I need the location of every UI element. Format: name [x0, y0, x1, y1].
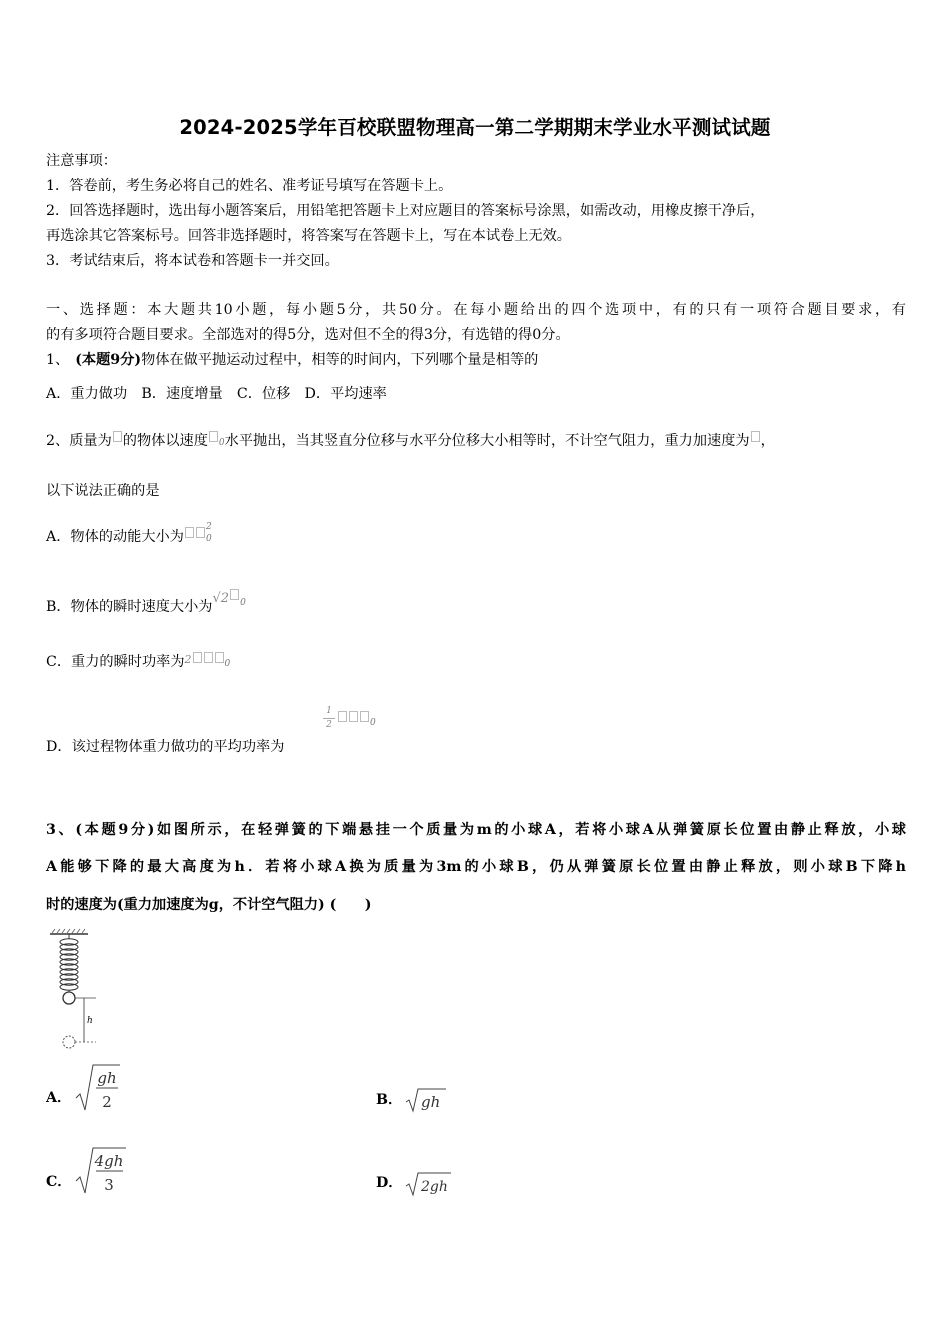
formula-placeholder — [349, 711, 358, 722]
q3-option-b-formula — [404, 1086, 450, 1114]
formula-placeholder — [360, 711, 369, 722]
question-2-option-a — [46, 522, 214, 547]
question-2-stem-part: 2、质量为 — [46, 433, 112, 449]
velocity-symbol-placeholder — [209, 431, 218, 442]
fraction-denominator: 3 — [104, 1176, 114, 1194]
question-1-number: 1、 — [46, 352, 70, 368]
question-1-stem — [46, 350, 538, 370]
notice-item-3: 3．考试结束后，将本试卷和答题卡一并交回。 — [46, 253, 339, 269]
fraction-denominator: 2 — [326, 720, 332, 730]
option-b-text: B．物体的瞬时速度大小为 — [46, 599, 213, 615]
question-1-text: 物体在做平抛运动过程中，相等的时间内，下列哪个量是相等的 — [141, 352, 539, 368]
question-2-stem-part: 的物体以速度 — [122, 433, 208, 449]
subscript-zero: 0 — [224, 659, 231, 669]
notice-item-1: 1．答卷前，考生务必将自己的姓名、准考证号填写在答题卡上。 — [46, 178, 453, 194]
question-1-options: A．重力做功 B．速度增量 C．位移 D．平均速率 — [46, 386, 387, 402]
section-1-intro-line2: 的有多项符合题目要求。全部选对的得5分，选对但不全的得3分，有选错的得0分。 — [46, 327, 570, 343]
fraction-bar — [323, 718, 335, 719]
q3-option-c-formula — [74, 1145, 130, 1197]
q3-option-d-formula — [404, 1170, 454, 1198]
q3-option-a-formula — [74, 1062, 124, 1114]
formula-placeholder — [215, 652, 224, 663]
question-2-option-d: D．该过程物体重力做功的平均功率为 — [46, 739, 285, 755]
page-title: 2024-2025学年百校联盟物理高一第二学期期末学业水平测试试题 — [179, 116, 771, 139]
fraction-numerator: 4gh — [94, 1152, 124, 1170]
formula-placeholder — [204, 652, 213, 663]
question-2-option-b — [46, 589, 246, 617]
question-1-tag: (本题9分) — [75, 352, 142, 368]
q3-option-a-label: A． — [46, 1090, 72, 1106]
half-fraction — [323, 706, 335, 731]
question-2-stem — [46, 431, 775, 453]
option-a-text: A．物体的动能大小为 — [46, 529, 184, 545]
option-c-text: C．重力的瞬时功率为 — [46, 654, 185, 670]
question-2-stem-part: 水平抛出，当其竖直分位移与水平分位移大小相等时，不计空气阻力，重力加速度为 — [224, 433, 750, 449]
fraction-denominator: 2 — [102, 1093, 112, 1111]
gravity-symbol-placeholder — [751, 431, 760, 442]
notice-item-2: 2．回答选择题时，选出每小题答案后，用铅笔把答题卡上对应题目的答案标号涂黑，如需改动，用橡皮擦干净后， — [46, 203, 765, 219]
question-3-line1: 3、(本题9分)如图所示，在轻弹簧的下端悬挂一个质量为m的小球A，若将小球A从弹簧原长位置由静止释放，小球 — [46, 822, 906, 838]
q3-option-c-label: C． — [46, 1174, 72, 1190]
q3-option-d-label: D． — [376, 1175, 403, 1191]
fraction-numerator: gh — [97, 1069, 117, 1087]
sqrt-argument: 2gh — [421, 1179, 448, 1195]
sqrt-two: √2 — [212, 591, 230, 606]
formula-placeholder — [185, 527, 194, 538]
formula-placeholder — [338, 711, 347, 722]
height-label: h — [87, 1016, 93, 1026]
sqrt-argument: gh — [421, 1093, 441, 1111]
question-2-stem-line2: 以下说法正确的是 — [46, 483, 160, 499]
subscript-zero: 0 — [240, 598, 246, 608]
mass-symbol-placeholder — [113, 431, 122, 442]
formula-placeholder — [196, 527, 205, 538]
question-3-line2: A能够下降的最大高度为h．若将小球A换为质量为3m的小球B，仍从弹簧原长位置由静止释放，则小球B下降h — [46, 859, 906, 875]
formula-placeholder — [193, 652, 202, 663]
subscript-zero: 0 — [205, 534, 212, 544]
subscript-zero: 0 — [370, 718, 376, 728]
question-2-stem-part: ， — [760, 433, 775, 449]
superscript-two: 2 — [205, 522, 212, 532]
formula-placeholder — [230, 589, 239, 600]
formula-d-symbols — [337, 710, 376, 729]
notice-heading: 注意事项： — [46, 153, 117, 169]
question-3-line3: 时的速度为(重力加速度为g，不计空气阻力) ( ) — [46, 897, 372, 913]
sup-sub-stack — [205, 522, 214, 544]
q3-option-b-label: B． — [376, 1092, 403, 1108]
coefficient-two: 2 — [184, 653, 192, 666]
question-2-option-c — [46, 650, 230, 674]
spring-figure — [46, 928, 106, 1054]
section-1-intro-line1: 一、选择题：本大题共10小题，每小题5分，共50分。在每小题给出的四个选项中，有的只有一项符合题目要求，有 — [46, 302, 906, 318]
fraction-numerator: 1 — [326, 706, 332, 716]
subscript-zero: 0 — [218, 438, 225, 448]
notice-item-2-cont: 再选涂其它答案标号。回答非选择题时，将答案写在答题卡上，写在本试卷上无效。 — [46, 228, 571, 244]
